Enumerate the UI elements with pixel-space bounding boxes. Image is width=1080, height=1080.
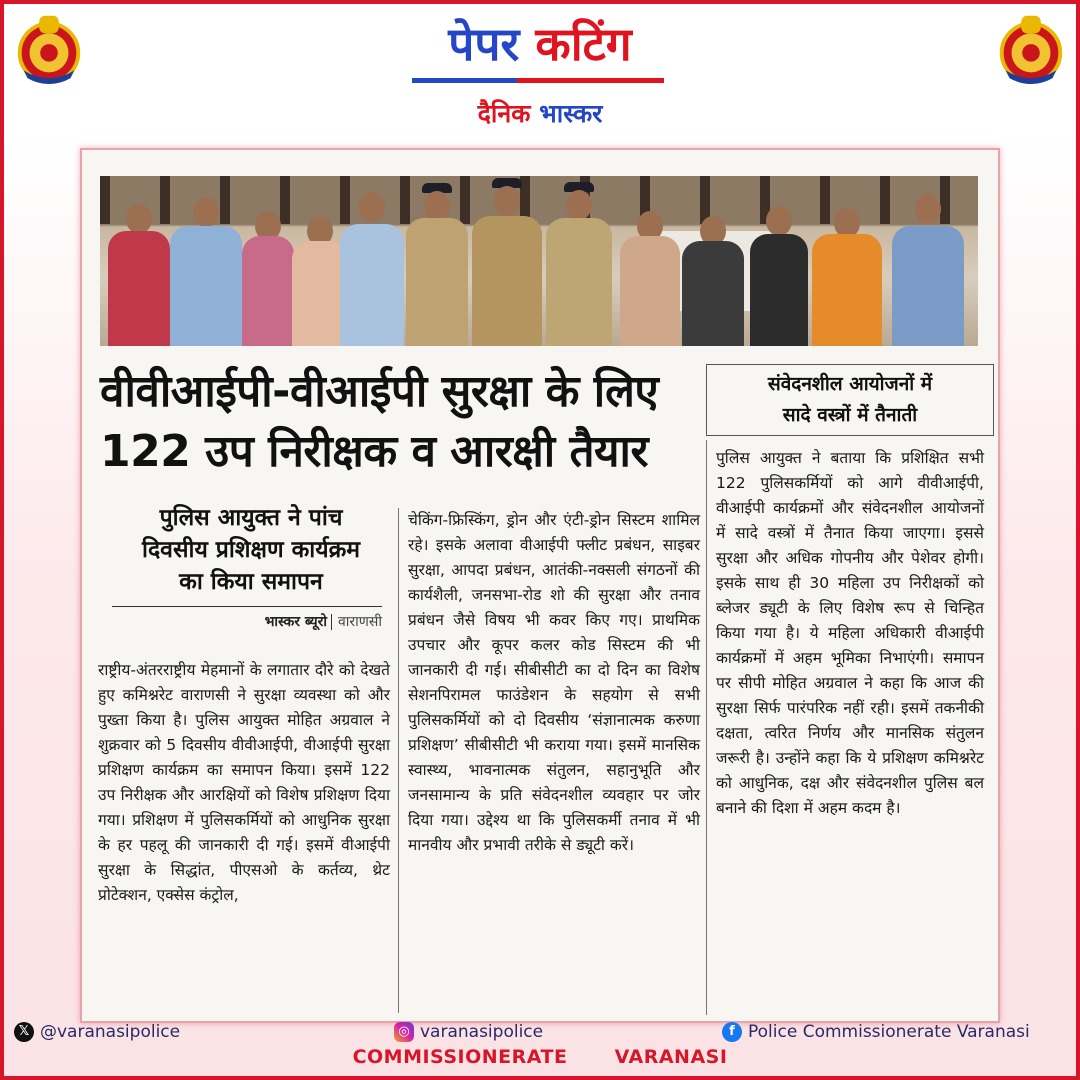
newspaper-name-word2: भास्कर xyxy=(539,99,603,128)
article-headline xyxy=(100,362,700,482)
facebook-page-link[interactable] xyxy=(722,1022,1030,1042)
x-handle-link[interactable] xyxy=(14,1022,180,1042)
article-subheadline xyxy=(112,502,390,598)
x-icon: 𝕏 xyxy=(14,1022,34,1042)
footer-brand-word1: COMMISSIONERATE xyxy=(352,1046,568,1068)
column-divider xyxy=(398,508,399,1013)
headline-line-2: 122 उप निरीक्षक व आरक्षी तैयार xyxy=(100,426,648,477)
newspaper-clipping xyxy=(80,148,1000,1023)
title-underline xyxy=(412,78,664,83)
article-column-2: चेकिंग-फ्रिस्किंग, ड्रोन और एंटी-ड्रोन सिस्टम शामिल रहे। इसके अलावा वीआईपी फ्लीट प्रबंधन, साइबर सुरक्षा, आपदा प्रबंधन, आतंकी-नक्सली संगठनों की कार्यशैली, जनसभा-रोड शो की सुरक्षा और तनाव प्रबंधन जैसे विषय भी कवर किए गए। प्राथमिक उपचार और कूपर कलर कोड सिस्टम की भी जानकारी दी गई। सीबीसीटी का दो दिन का विशेष सेशनपिरामल फाउंडेशन के सहयोग से सभी पुलिसकर्मियों को दो दिवसीय ‘संज्ञानात्मक करुणा प्रशिक्षण’ सीबीसीटी भी कराया गया। इसमें मानसिक स्वास्थ्य, भावनात्मक संतुलन, सहानुभूति और जनसामान्य के प्रति संवेदनशील व्यवहार पर जोर दिया गया। उद्देश्य था कि पुलिसकर्मी तनाव में भी मानवीय और प्रभावी तरीके से ड्यूटी करें। xyxy=(408,511,700,854)
facebook-page: Police Commissionerate Varanasi xyxy=(748,1022,1030,1042)
sidebar-heading xyxy=(706,364,994,436)
subhead-line-3: का किया समापन xyxy=(179,569,323,595)
sidebar-heading-line-1: संवेदनशील आयोजनों में xyxy=(767,373,933,395)
instagram-handle: varanasipolice xyxy=(420,1022,544,1042)
article-column-3: पुलिस आयुक्त ने बताया कि प्रशिक्षित सभी 122 पुलिसकर्मियों को आगे वीवीआईपी, वीआईपी कार्यक्रमों और संवेदनशील आयोजनों में सादे वस्त्रों में तैनात किया जाएगा। इससे सुरक्षा और अधिक गोपनीय और पेशेवर होगी। इसके साथ ही 30 महिला उप निरीक्षकों को ब्लेजर ड्यूटी के लिए विशेष रूप से चिन्हित किया गया है। ये महिला अधिकारी वीआईपी कार्यक्रमों में अहम भूमिका निभाएंगी। समापन पर सीपी मोहित अग्रवाल ने कहा कि आज की सुरक्षा सिर्फ पारंपरिक नहीं रही। इसमें तकनीकी दक्षता, त्वरित निर्णय और मानसिक संतुलन जरूरी है। उन्होंने कहा कि ये प्रशिक्षण कमिश्नरेट को आधुनिक, दक्ष और संवेदनशील पुलिस बल बनाने की दिशा में अहम कदम है। xyxy=(716,449,984,817)
group-photo xyxy=(100,176,978,346)
sidebar-heading-line-2: सादे वस्त्रों में तैनाती xyxy=(782,404,918,426)
x-handle: @varanasipolice xyxy=(40,1022,181,1042)
byline xyxy=(112,612,382,631)
headline-line-1: वीवीआईपी-वीआईपी सुरक्षा के लिए xyxy=(100,366,659,417)
subhead-line-1: पुलिस आयुक्त ने पांच xyxy=(159,505,343,531)
subhead-line-2: दिवसीय प्रशिक्षण कार्यक्रम xyxy=(141,537,360,563)
social-footer xyxy=(0,1020,1080,1046)
facebook-icon: f xyxy=(722,1022,742,1042)
article-column-1: राष्ट्रीय-अंतरराष्ट्रीय मेहमानों के लगातार दौरे को देखते हुए कमिश्नरेट वाराणसी ने सुरक्षा व्यवस्था को और पुख्ता किया है। पुलिस आयुक्त मोहित अग्रवाल ने शुक्रवार को 5 दिवसीय वीवीआईपी, वीआईपी सुरक्षा प्रशिक्षण कार्यक्रम का समापन किया। इसमें 122 उप निरीक्षक और आरक्षियों को विशेष प्रशिक्षण दिया गया। प्रशिक्षण में पुलिसकर्मियों को आधुनिक सुरक्षा के हर पहलू की जानकारी दी गई। इसमें वीआईपी सुरक्षा के सिद्धांत, पीएसओ के कर्तव्य, थ्रेट प्रोटेक्शन, एक्सेस कंट्रोल, xyxy=(98,661,390,904)
column-divider xyxy=(706,440,707,1015)
footer-brand-word2: VARANASI xyxy=(614,1046,728,1068)
title-word-paper: पेपर xyxy=(448,17,520,71)
title-word-cutting: कटिंग xyxy=(535,17,632,71)
byline-author: भास्कर ब्यूरो xyxy=(264,614,328,630)
instagram-icon: ◎ xyxy=(394,1022,414,1042)
instagram-handle-link[interactable] xyxy=(394,1022,543,1042)
page-title xyxy=(0,16,1080,72)
byline-rule xyxy=(112,606,382,607)
newspaper-name xyxy=(0,96,1080,130)
byline-location: वाराणसी xyxy=(331,614,382,630)
newspaper-name-word1: दैनिक xyxy=(477,99,531,128)
footer-brand xyxy=(0,1046,1080,1068)
